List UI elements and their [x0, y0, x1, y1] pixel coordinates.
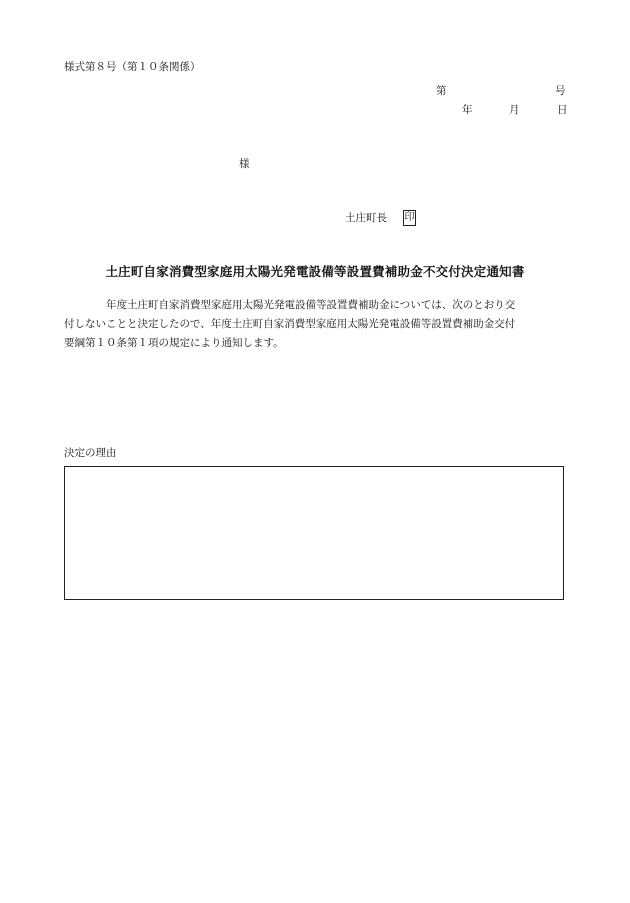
reason-box [64, 466, 564, 600]
seal-mark: 印 [403, 210, 416, 226]
date-year-label: 年 [462, 104, 473, 116]
addressee-suffix: 様 [239, 158, 250, 170]
date-day-label: 日 [557, 104, 568, 116]
body-line: 要綱第１０条第１項の規定により通知します。 [64, 337, 284, 349]
form-number: 様式第８号（第１０条関係） [64, 61, 201, 73]
body-line: 年度土庄町自家消費型家庭用太陽光発電設備等設置費補助金については、次のとおり交 [106, 299, 516, 311]
reason-label: 決定の理由 [64, 447, 117, 459]
body-line: 付しないことと決定したので、年度土庄町自家消費型家庭用太陽光発電設備等設置費補助金交付 [64, 318, 516, 330]
date-month-label: 月 [509, 104, 520, 116]
body-paragraph [64, 296, 568, 353]
document-number-prefix: 第 [436, 85, 447, 97]
issuer-title: 土庄町長 [345, 212, 387, 224]
document-title: 土庄町自家消費型家庭用太陽光発電設備等設置費補助金不交付決定通知書 [105, 264, 525, 279]
document-number-suffix: 号 [555, 85, 566, 97]
